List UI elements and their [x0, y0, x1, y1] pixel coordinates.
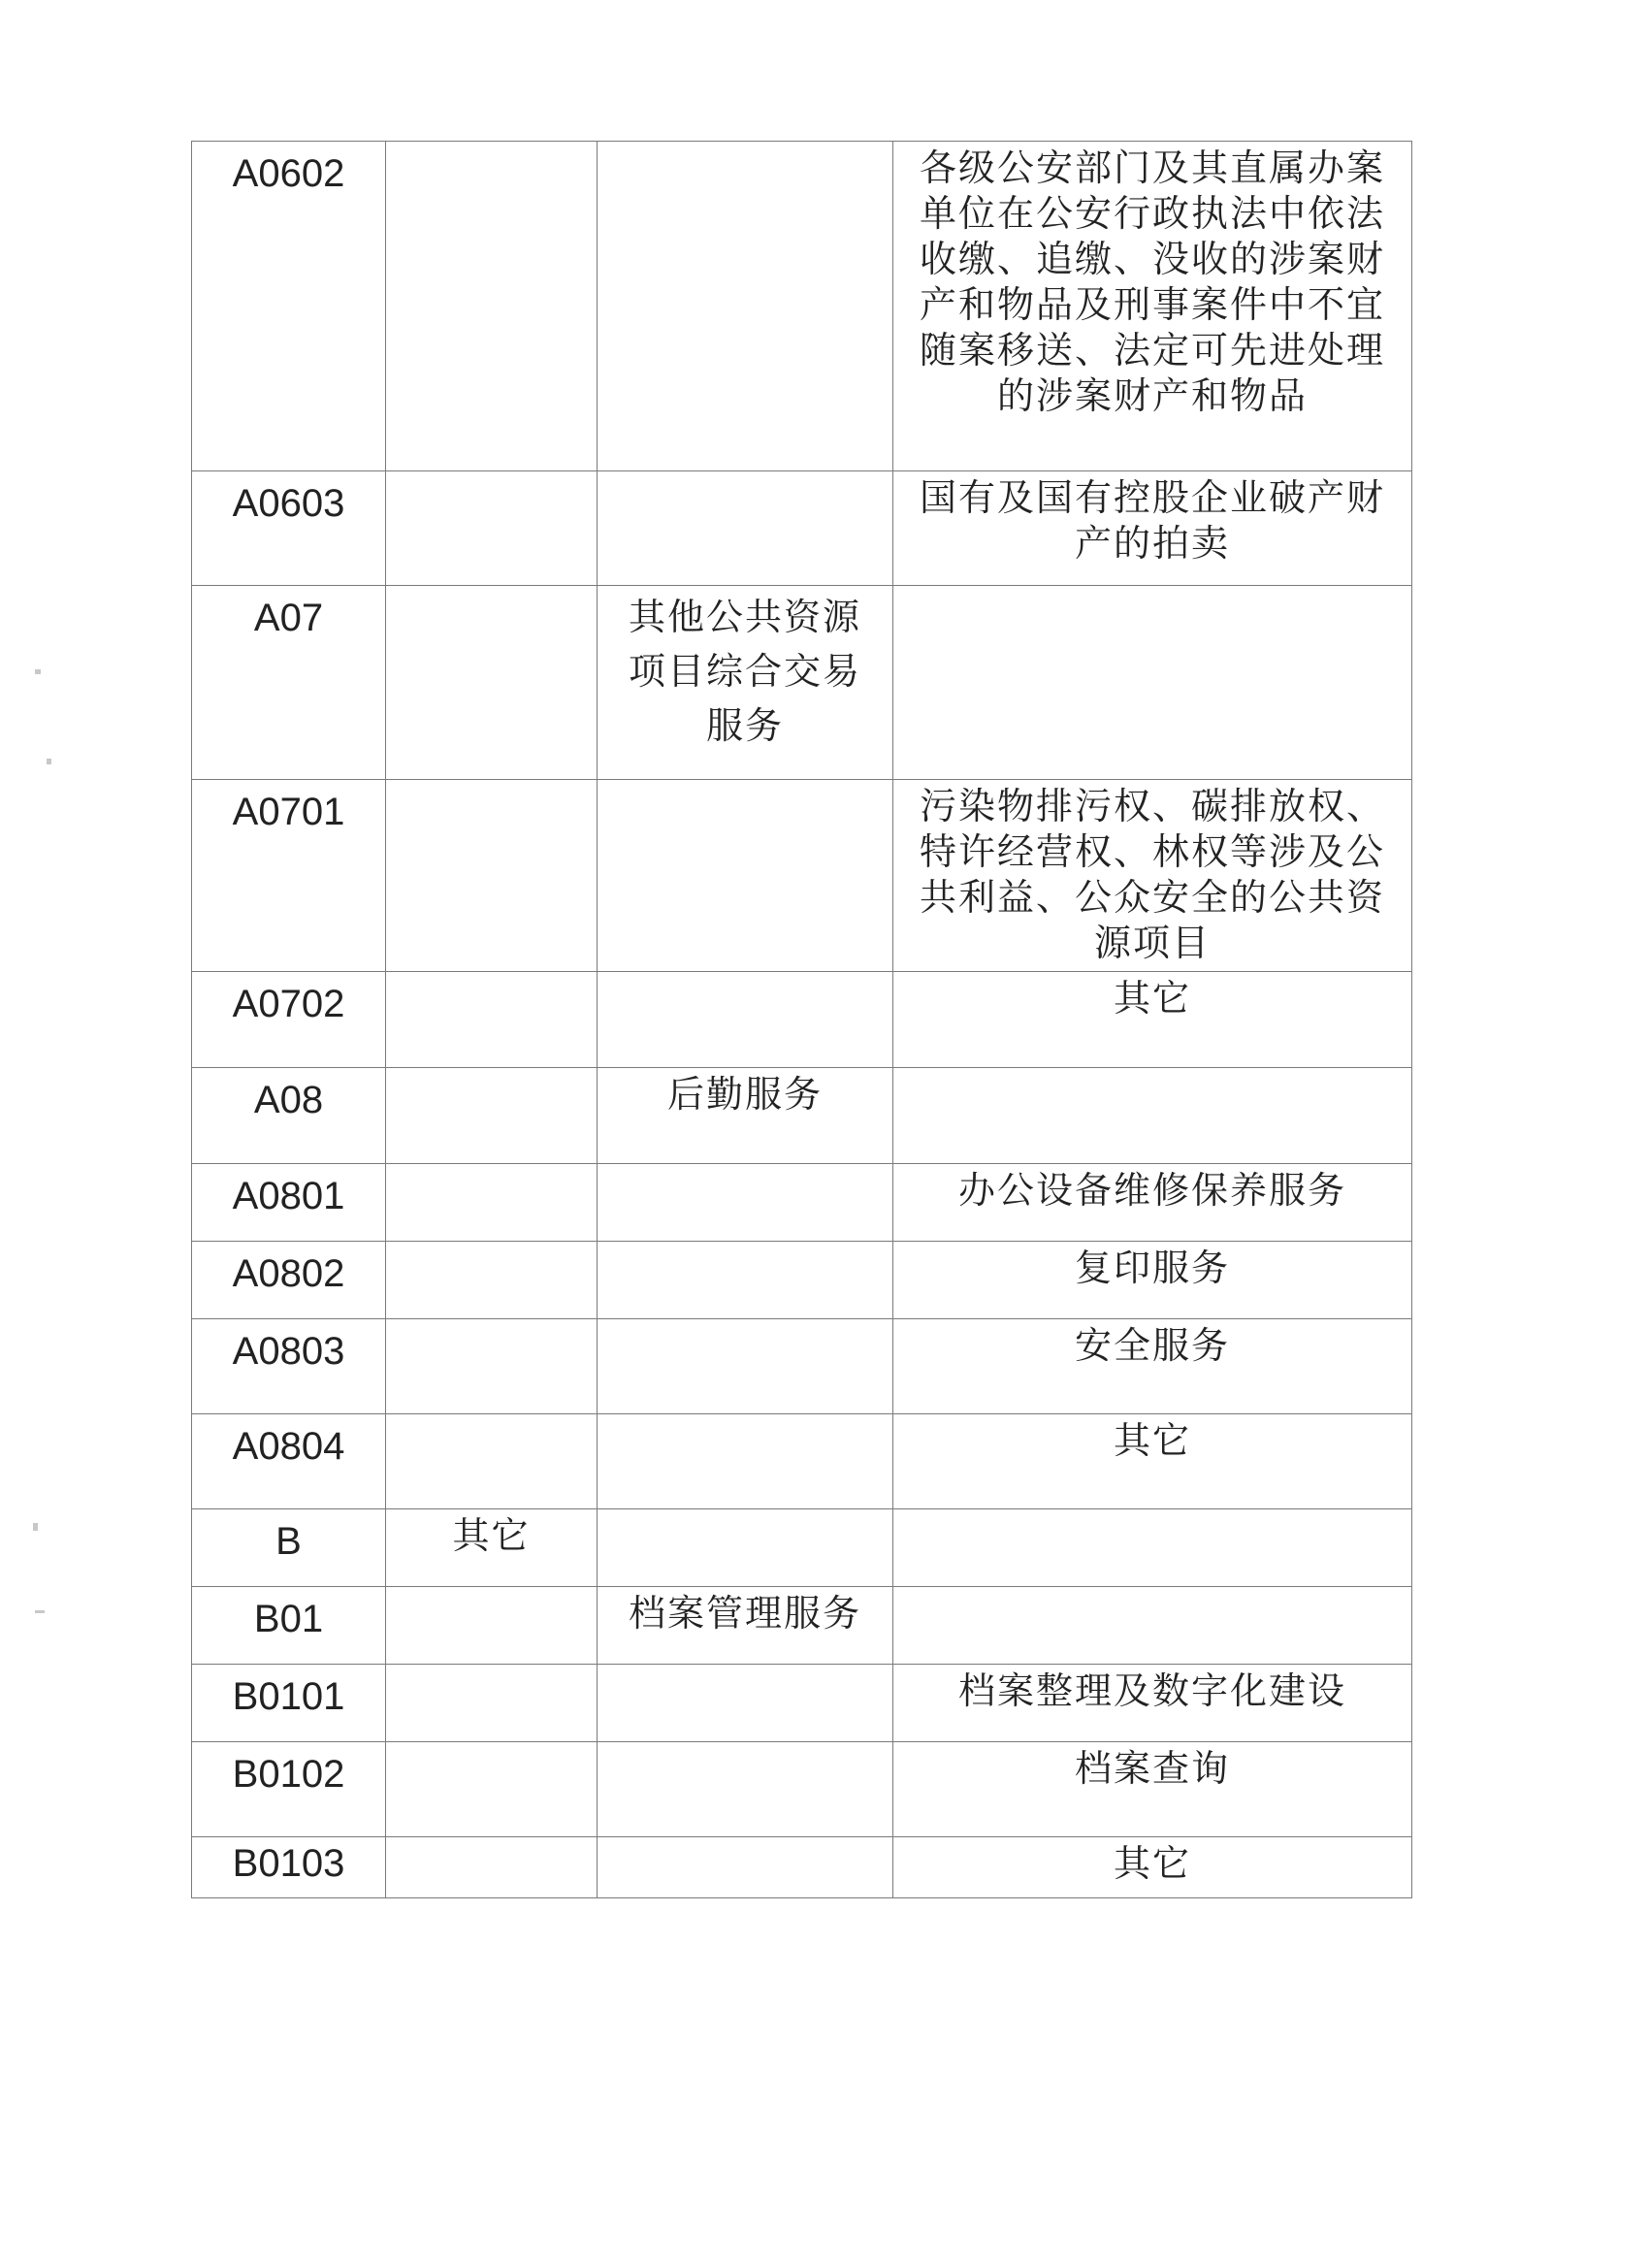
table-row	[192, 142, 1412, 471]
scan-speck	[47, 759, 51, 764]
row-code: A0701	[192, 780, 386, 972]
level1-cell	[386, 1837, 598, 1898]
level2-cell	[598, 780, 893, 972]
row-code: A0801	[192, 1164, 386, 1242]
row-code: A0602	[192, 142, 386, 471]
level1-cell	[386, 1414, 598, 1509]
level1-cell	[386, 1319, 598, 1414]
table-row	[192, 1242, 1412, 1319]
table-row	[192, 1665, 1412, 1742]
level3-cell: 办公设备维修保养服务	[893, 1164, 1412, 1242]
level2-cell: 档案管理服务	[598, 1587, 893, 1665]
level2-cell	[598, 471, 893, 586]
level2-cell	[598, 1319, 893, 1414]
scan-speck	[33, 1523, 38, 1531]
level3-cell	[893, 586, 1412, 780]
row-code: B01	[192, 1587, 386, 1665]
level3-cell	[893, 1587, 1412, 1665]
level3-cell: 其它	[893, 972, 1412, 1068]
row-code: B0102	[192, 1742, 386, 1837]
level1-cell	[386, 1068, 598, 1164]
table-row	[192, 1068, 1412, 1164]
service-catalog-table	[191, 141, 1412, 1898]
level1-cell	[386, 1164, 598, 1242]
row-code: A0802	[192, 1242, 386, 1319]
level2-cell	[598, 1414, 893, 1509]
level3-cell	[893, 1068, 1412, 1164]
row-code: A0804	[192, 1414, 386, 1509]
level2-cell	[598, 972, 893, 1068]
level2-cell	[598, 1742, 893, 1837]
table-row	[192, 1319, 1412, 1414]
level1-cell: 其它	[386, 1509, 598, 1587]
level1-cell	[386, 1742, 598, 1837]
row-code: A0702	[192, 972, 386, 1068]
level1-cell	[386, 1242, 598, 1319]
level3-cell: 复印服务	[893, 1242, 1412, 1319]
scan-speck	[35, 1610, 45, 1613]
level3-cell: 各级公安部门及其直属办案单位在公安行政执法中依法收缴、追缴、没收的涉案财产和物品及刑事案件中不宜随案移送、法定可先进处理的涉案财产和物品	[893, 142, 1412, 471]
table-row	[192, 972, 1412, 1068]
level3-cell: 安全服务	[893, 1319, 1412, 1414]
level2-cell	[598, 1242, 893, 1319]
level3-cell: 档案整理及数字化建设	[893, 1665, 1412, 1742]
level1-cell	[386, 471, 598, 586]
table-row	[192, 780, 1412, 972]
level3-cell: 国有及国有控股企业破产财产的拍卖	[893, 471, 1412, 586]
level2-cell	[598, 142, 893, 471]
level1-cell	[386, 1587, 598, 1665]
row-code: A07	[192, 586, 386, 780]
level1-cell	[386, 1665, 598, 1742]
table-row	[192, 1414, 1412, 1509]
table-row	[192, 586, 1412, 780]
level3-cell	[893, 1509, 1412, 1587]
level1-cell	[386, 586, 598, 780]
level2-cell	[598, 1665, 893, 1742]
level2-cell	[598, 1509, 893, 1587]
level1-cell	[386, 142, 598, 471]
level1-cell	[386, 972, 598, 1068]
row-code: B0103	[192, 1837, 386, 1898]
table-row	[192, 1164, 1412, 1242]
level3-cell: 其它	[893, 1414, 1412, 1509]
level1-cell	[386, 780, 598, 972]
scan-speck	[35, 669, 41, 674]
row-code: A0603	[192, 471, 386, 586]
table-row	[192, 1837, 1412, 1898]
table-row	[192, 471, 1412, 586]
table-row	[192, 1587, 1412, 1665]
level2-cell	[598, 1164, 893, 1242]
level2-cell: 其他公共资源项目综合交易服务	[598, 586, 893, 780]
level3-cell: 档案查询	[893, 1742, 1412, 1837]
row-code: A08	[192, 1068, 386, 1164]
row-code: A0803	[192, 1319, 386, 1414]
level2-cell	[598, 1837, 893, 1898]
table-row	[192, 1509, 1412, 1587]
level3-cell: 污染物排污权、碳排放权、特许经营权、林权等涉及公共利益、公众安全的公共资源项目	[893, 780, 1412, 972]
level3-cell: 其它	[893, 1837, 1412, 1898]
level2-cell: 后勤服务	[598, 1068, 893, 1164]
table-row	[192, 1742, 1412, 1837]
row-code: B	[192, 1509, 386, 1587]
row-code: B0101	[192, 1665, 386, 1742]
